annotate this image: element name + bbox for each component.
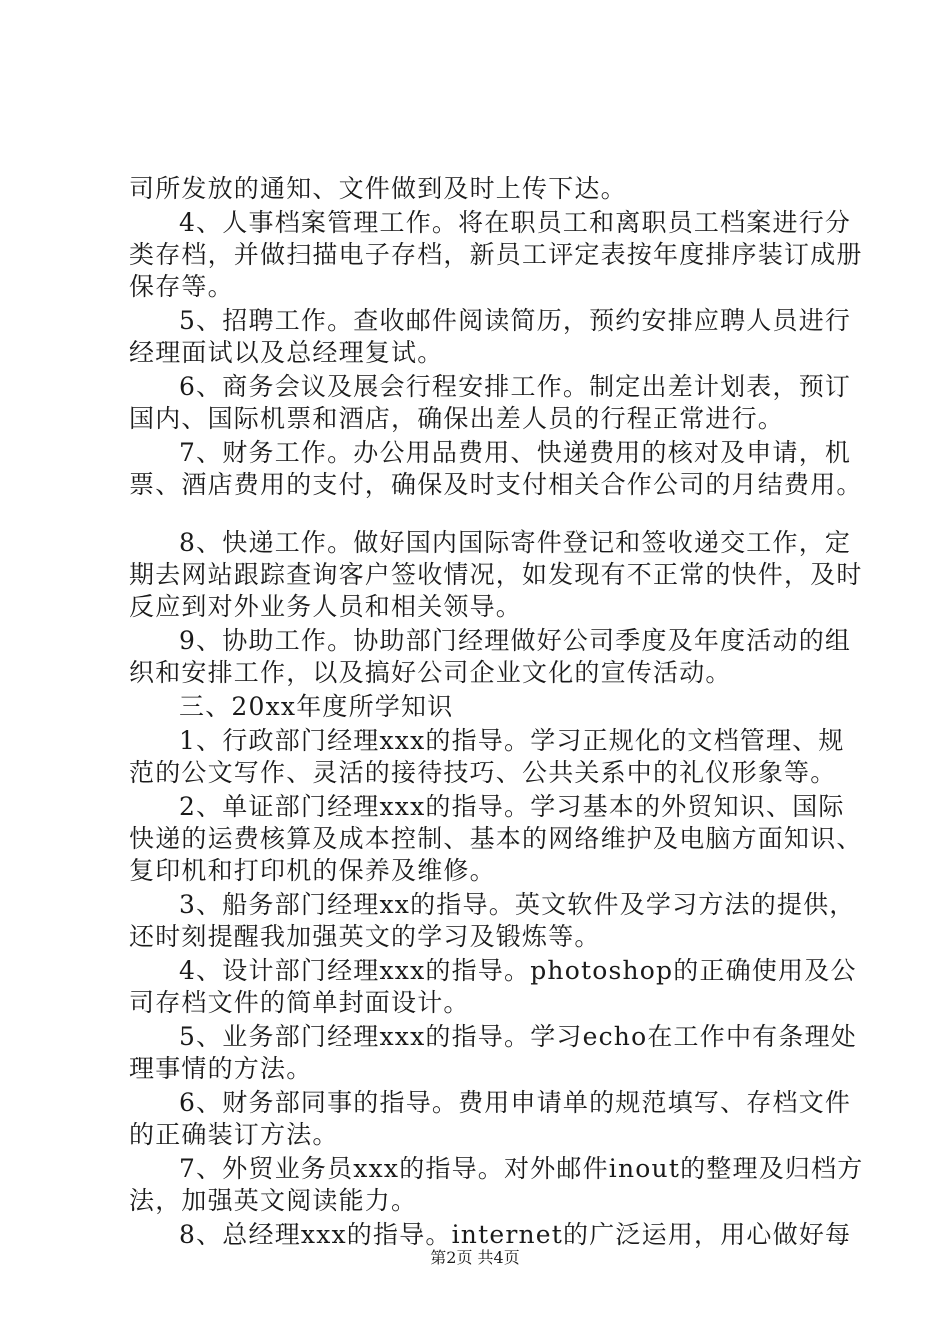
- section-heading-knowledge: 三、20xx年度所学知识: [179, 692, 454, 721]
- paragraph-documents-guidance: 2、单证部门经理xxx的指导。学习基本的外贸知识、国际快递的运费核算及成本控制、基本的网络维护及电脑方面知识、复印机和打印机的保养及维修。: [129, 792, 863, 885]
- paragraph-recruitment: 5、招聘工作。查收邮件阅读简历，预约安排应聘人员进行经理面试以及总经理复试。: [129, 306, 852, 367]
- paragraph-finance: 7、财务工作。办公用品费用、快递费用的核对及申请，机票、酒店费用的支付，确保及时支付相关合作公司的月结费用。: [129, 438, 863, 499]
- paragraph-express: 8、快递工作。做好国内国际寄件登记和签收递交工作，定期去网站跟踪查询客户签收情况，如发现有不正常的快件，及时反应到对外业务人员和相关领导。: [129, 528, 863, 621]
- paragraph-trade-guidance: 7、外贸业务员xxx的指导。对外邮件inout的整理及归档方法，加强英文阅读能力。: [129, 1154, 864, 1215]
- paragraph-business-meetings: 6、商务会议及展会行程安排工作。制定出差计划表，预订国内、国际机票和酒店，确保出差人员的行程正常进行。: [129, 372, 852, 433]
- page-footer: 第2页 共4页: [430, 1248, 520, 1267]
- paragraph-continuation: 司所发放的通知、文件做到及时上传下达。: [129, 174, 627, 203]
- paragraph-admin-guidance: 1、行政部门经理xxx的指导。学习正规化的文档管理、规范的公文写作、灵活的接待技巧、公共关系中的礼仪形象等。: [129, 726, 845, 787]
- paragraph-finance-guidance: 6、财务部同事的指导。费用申请单的规范填写、存档文件的正确装订方法。: [129, 1088, 852, 1149]
- paragraph-personnel-files: 4、人事档案管理工作。将在职员工和离职员工档案进行分类存档，并做扫描电子存档，新员工评定表按年度排序装订成册保存等。: [129, 208, 863, 301]
- document-body: [129, 173, 869, 1253]
- paragraph-gm-guidance: 8、总经理xxx的指导。internet的广泛运用，用心做好每: [179, 1220, 852, 1249]
- paragraph-design-guidance: 4、设计部门经理xxx的指导。photoshop的正确使用及公司存档文件的简单封面设计。: [129, 956, 857, 1017]
- paragraph-business-guidance: 5、业务部门经理xxx的指导。学习echo在工作中有条理处理事情的方法。: [129, 1022, 857, 1083]
- paragraph-assistance: 9、协助工作。协助部门经理做好公司季度及年度活动的组织和安排工作，以及搞好公司企业文化的宣传活动。: [129, 626, 852, 687]
- paragraph-shipping-guidance: 3、船务部门经理xx的指导。英文软件及学习方法的提供，还时刻提醒我加强英文的学习及锻炼等。: [129, 890, 856, 951]
